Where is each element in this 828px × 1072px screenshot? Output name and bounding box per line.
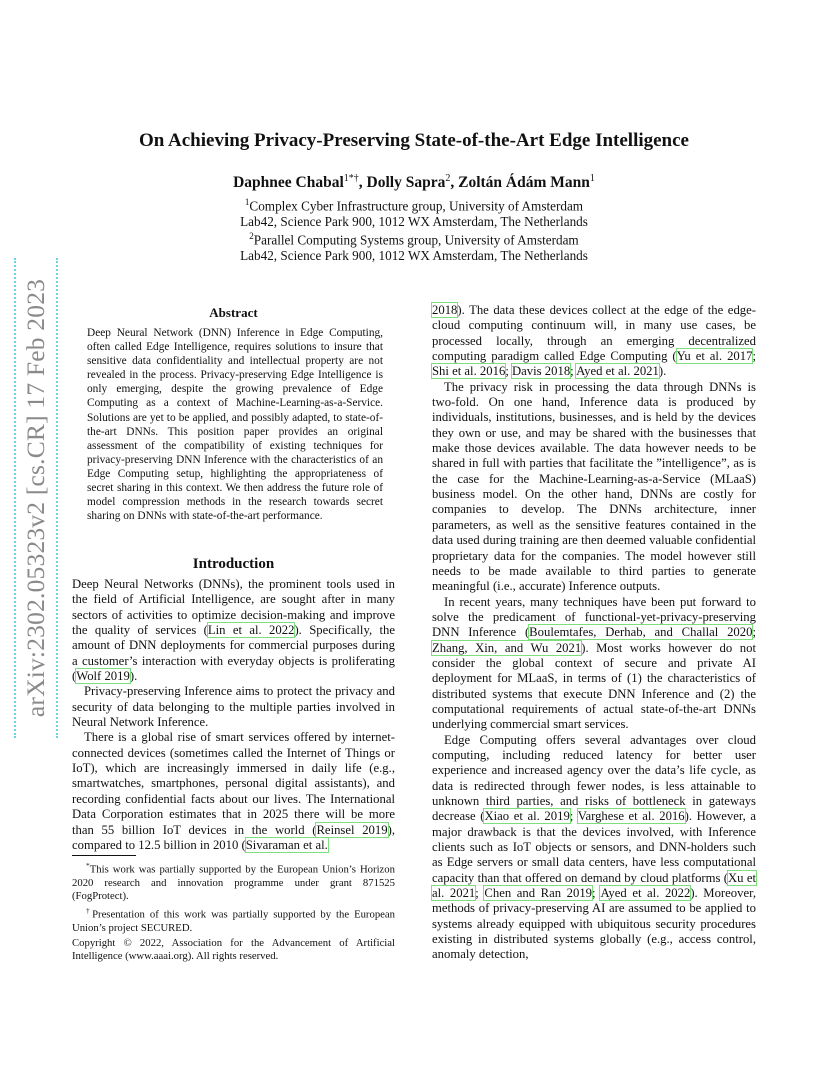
- affil-text: Parallel Computing Systems group, University of Amsterdam: [253, 232, 579, 248]
- citation-link[interactable]: Lin et al. 2022: [207, 623, 295, 638]
- arxiv-stamp: [14, 258, 58, 738]
- author-affil-mark: 2: [445, 173, 451, 184]
- citation-link[interactable]: Xu et al. 2021: [432, 870, 756, 901]
- author-name: Zoltán Ádám Mann: [458, 174, 590, 192]
- paragraph: Edge Computing offers several advantages over cloud computing, including reduced latency for better user experience and increased agency over the data’s life cycle, as data is redirected through fewer nodes, is less attainable to unknown third parties, and risks of bottleneck in gateways decrease (Xiao et al. 2019; Varghese et al. 2016). However, a major drawback is that the devices involved, with Inference clients such as IoT objects or sensors, and DNN-holders such as Edge servers or small data centers, have less computational capacity than that offered on demand by cloud platforms (Xu et al. 2021; Chen and Ran 2019; Ayed et al. 2022). Moreover, methods of privacy-preserving AI are assumed to be applied to systems already equipped with ubiquitous security procedures existing in distributed systems globally (e.g., access control, anomaly detection,: [432, 732, 756, 962]
- paragraph: Privacy-preserving Inference aims to protect the privacy and security of data belonging to the multiple parties involved in Neural Network Inference.: [72, 684, 395, 730]
- affiliations: [0, 195, 828, 263]
- author-name: Daphnee Chabal: [233, 174, 344, 192]
- author-name: Dolly Sapra: [366, 174, 446, 192]
- author-affil-mark: 1: [589, 173, 595, 184]
- citation-link[interactable]: Xiao et al. 2019: [484, 809, 570, 824]
- abstract-text: Deep Neural Network (DNN) Inference in Edge Computing, often called Edge Intelligence, requires solutions to insure that sensitive data confidentiality and intellectual property are not revealed in the process. Privacy-preserving Edge Intelligence is only emerging, despite the growing prevalence of Edge Computing as a context of Machine-Learning-as-a-Service. Solutions are yet to be applied, and possibly adapted, to state-of-the-art DNNs. This position paper provides an original assessment of the compatibility of existing techniques for privacy-preserving DNN Inference with the characteristics of an Edge Computing setup, highlighting the appropriateness of secret sharing in this context. We then address the future role of model compression methods in the research towards secret sharing on DNNs with state-of-the-art performance.: [87, 327, 383, 523]
- footnote: †Presentation of this work was partially supported by the European Union’s project SECURED.: [72, 906, 396, 935]
- citation-link[interactable]: Zhang, Xin, and Wu 2021: [432, 640, 582, 655]
- citation-link[interactable]: Wolf 2019: [76, 669, 130, 684]
- citation-link[interactable]: Ayed et al. 2022: [600, 886, 691, 901]
- author-affil-mark: 1*†: [343, 173, 359, 184]
- citation-link[interactable]: Sivaraman et al.: [245, 837, 328, 852]
- affiliation-line: Lab42, Science Park 900, 1012 WX Amsterdam, The Netherlands: [240, 247, 588, 263]
- citation-link[interactable]: Varghese et al. 2016: [577, 809, 685, 824]
- abstract-heading: Abstract: [209, 305, 258, 320]
- copyright-notice: Copyright © 2022, Association for the Advancement of Artificial Intelligence (www.aaai.org). All rights reserved.: [72, 936, 395, 962]
- citation-link[interactable]: Reinsel 2019: [316, 822, 388, 837]
- citation-link[interactable]: Shi et al. 2016: [432, 364, 506, 379]
- footnote: *This work was partially supported by the European Union’s Horizon 2020 research and innovation programme under grant 871525 (FogProtect).: [72, 861, 395, 903]
- affiliation-line: [0, 195, 828, 214]
- paragraph: Deep Neural Networks (DNNs), the prominent tools used in the field of Artificial Intelligence, are sought after in many sectors of activities to optimize decision-making and improve the quality of services (Lin et al. 2022). Specifically, the amount of DNN deployments for commercial purposes during a customer’s interaction with everyday objects is proliferating (Wolf 2019).: [72, 577, 396, 684]
- affiliation-line: Lab42, Science Park 900, 1012 WX Amsterdam, The Netherlands: [240, 213, 588, 229]
- citation-link[interactable]: Boulemtafes, Derhab, and Challal 2020: [529, 625, 753, 640]
- footnote-divider: [72, 855, 136, 856]
- paragraph: There is a global rise of smart services offered by internet-connected devices (sometimes called the Internet of Things or IoT), which are increasingly immersed in daily life (e.g., smartwatches, smartphones, personal digital assistants), and recording confidential facts about our lives. The International Data Corporation estimates that in 2025 there will be more than 55 billion IoT devices in the world (Reinsel 2019), compared to 12.5 billion in 2010 (Sivaraman et al.: [72, 730, 395, 852]
- paragraph: The privacy risk in processing the data through DNNs is two-fold. On one hand, Inference data is produced by individuals, institutions, businesses, and is held by the devices they own or use, and may be shared with the businesses that make those devices available. The data however needs to be shared in full with parties that facilitate the ”intelligence”, as is the case for the Machine-Learning-as-a-Service (MLaaS) business model. On the other hand, DNNs are costly for companies to develop. The DNNs architecture, inner parameters, as well as the sensitive features contained in the data used during training are then deemed valuable confidential proprietary data for the companies. The model however still needs to be made available to third parties to generate meaningful (i.e., accurate) Inference outputs.: [432, 379, 756, 594]
- paragraph: In recent years, many techniques have been put forward to solve the predicament of functional-yet-privacy-preserving DNN Inference (Boulemtafes, Derhab, and Challal 2020; Zhang, Xin, and Wu 2021). Most works however do not consider the global context of secure and private AI deployment for MLaaS, in terms of (1) the characteristics of distributed systems that execute DNN Inference and (2) the computational requirements of actual state-of-the-art DNNs underlying commercial smart services.: [432, 594, 756, 732]
- paper-title: On Achieving Privacy-Preserving State-of-the-Art Edge Intelligence: [138, 130, 689, 151]
- left-column-body: [72, 577, 395, 853]
- citation-link[interactable]: Yu et al. 2017: [676, 349, 753, 364]
- affiliation-line: [0, 229, 828, 248]
- citation-link[interactable]: Chen and Ran 2019: [484, 886, 593, 901]
- paragraph: 2018). The data these devices collect at the edge of the edge-cloud computing continuum will, in many use cases, be processed locally, through an emerging decentralized computing paradigm called Edge Computing (Yu et al. 2017; Shi et al. 2016; Davis 2018; Ayed et al. 2021).: [432, 303, 756, 379]
- affil-text: Complex Cyber Infrastructure group, University of Amsterdam: [249, 198, 584, 214]
- author-list: Daphnee Chabal$^{1*\dagger}$, Dolly Sapra$^2$, Zoltán Ádám Mann$^1$: [233, 173, 595, 192]
- affil-mark: 1: [244, 197, 250, 207]
- arxiv-identifier[interactable]: arXiv:2302.05323v2 [cs.CR] 17 Feb 2023: [21, 278, 50, 718]
- right-column-body: [432, 303, 756, 963]
- section-heading-introduction: Introduction: [192, 556, 275, 572]
- footnotes: [72, 859, 395, 964]
- citation-link[interactable]: 2018: [432, 303, 458, 317]
- citation-link[interactable]: Davis 2018: [512, 364, 571, 379]
- citation-link[interactable]: Ayed et al. 2021: [576, 364, 659, 379]
- affil-mark: 2: [249, 230, 254, 241]
